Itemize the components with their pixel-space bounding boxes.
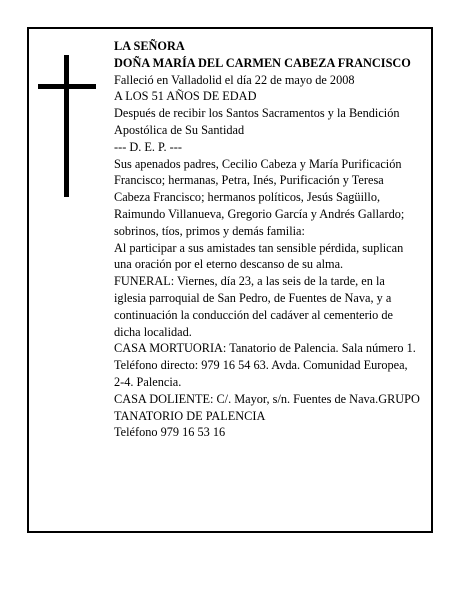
cross-vertical-bar [64, 55, 69, 197]
heading: LA SEÑORA [114, 39, 185, 53]
deceased-name: DOÑA MARÍA DEL CARMEN CABEZA FRANCISCO [114, 55, 411, 70]
family-list: Sus apenados padres, Cecilio Cabeza y María Purificación Francisco; hermanas, Petra, Inés, Purificación y Teresa Cabeza Francisco; hermanos políticos, Jesús Sagüillo, Raimundo Villanueva, Gregorio García y Andrés Gallardo; sobrinos, tíos, primos y demás familia: [114, 156, 405, 238]
death-statement: Falleció en Valladolid el día 22 de mayo de 2008 [114, 72, 355, 87]
mortuary-details: CASA MORTUORIA: Tanatorio de Palencia. Sala número 1. Teléfono directo: 979 16 54 63. Avda. Comunidad Europea, 2-4. Palencia. [114, 341, 416, 389]
age-statement: A LOS 51 AÑOS DE EDAD [114, 89, 257, 104]
obituary-text [114, 38, 420, 441]
rip-line: --- D. E. P. --- [114, 139, 182, 154]
funeral-details: FUNERAL: Viernes, día 23, a las seis de la tarde, en la iglesia parroquial de San Pedro, de Fuentes de Nava, y a continuación la conducción del cadáver al cementerio de dicha localidad. [114, 274, 393, 339]
cross-horizontal-bar [38, 84, 96, 89]
phone-line: Teléfono 979 16 53 16 [114, 425, 226, 440]
sacraments-statement: Después de recibir los Santos Sacramentos y la Bendición Apostólica de Su Santidad [114, 106, 400, 137]
mourning-house-details: CASA DOLIENTE: C/. Mayor, s/n. Fuentes de Nava.GRUPO TANATORIO DE PALENCIA [114, 391, 420, 423]
prayer-request: Al participar a sus amistades tan sensible pérdida, suplican una oración por el eterno descanso de su alma. [114, 240, 404, 272]
